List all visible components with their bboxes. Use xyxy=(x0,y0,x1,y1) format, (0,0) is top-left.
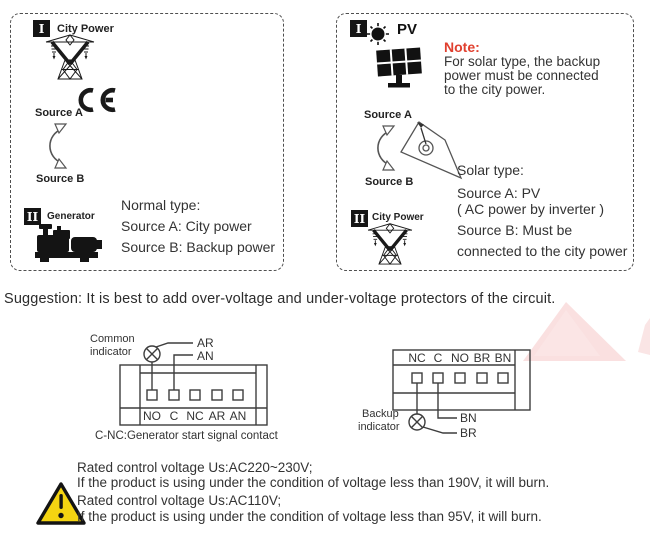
solar-type-line1: Source A: PV xyxy=(457,185,541,201)
warning-line-4: If the product is using under the condition of voltage less than 95V, it will burn. xyxy=(77,509,542,524)
solar-source-b-label: Source B xyxy=(365,176,414,188)
terminal-label: BN xyxy=(494,351,512,365)
solar-type-line2: ( AC power by inverter ) xyxy=(457,201,605,217)
pointer-knob-icon xyxy=(393,118,465,184)
backup-indicator-label-2: indicator xyxy=(358,421,400,433)
wire-label-bn: BN xyxy=(460,411,477,425)
terminal-label: NO xyxy=(451,351,469,365)
solar-type-title: Solar type: xyxy=(457,162,524,178)
warning-line-2: If the product is using under the condition of voltage less than 190V, it will burn. xyxy=(77,475,550,490)
solar-type-line3: Source B: Must be xyxy=(457,222,573,238)
solar-city-power-label: City Power xyxy=(372,212,424,223)
terminal-label: C xyxy=(433,351,443,365)
solar-type-line4: connected to the city power xyxy=(457,243,628,259)
terminal-label: NC xyxy=(408,351,426,365)
source2-badge: II xyxy=(24,208,41,225)
backup-indicator-label-1: Backup xyxy=(362,408,399,420)
terminal-label: C xyxy=(169,409,179,423)
normal-type-line2: Source B: Backup power xyxy=(121,239,276,255)
generator-label: Generator xyxy=(47,211,95,222)
wire-label-an: AN xyxy=(197,349,214,363)
terminal-label: AR xyxy=(208,409,226,423)
note-line2: power must be connected xyxy=(444,68,599,83)
source1-badge: I xyxy=(33,20,50,37)
wire-label-br: BR xyxy=(460,426,477,440)
note-line1: For solar type, the backup xyxy=(444,54,601,69)
terminal-label: NC xyxy=(186,409,204,423)
city-power-label: City Power xyxy=(57,23,114,35)
terminal-label: BR xyxy=(473,351,491,365)
suggestion-text: Suggestion: It is best to add over-voltage and under-voltage protectors of the circuit. xyxy=(4,291,556,307)
common-indicator-label-1: Common xyxy=(90,333,135,345)
terminal-label: NO xyxy=(143,409,161,423)
generator-signal-caption: C-NC:Generator start signal contact xyxy=(95,430,278,442)
note-title: Note: xyxy=(444,39,480,55)
normal-type-line1: Source A: City power xyxy=(121,218,252,234)
source-b-label: Source B xyxy=(36,173,85,185)
generator-icon xyxy=(33,223,105,263)
solar-source2-badge: II xyxy=(351,210,368,227)
transmission-tower-icon xyxy=(44,32,96,80)
wire-label-ar: AR xyxy=(197,336,214,350)
solar-source1-badge: I xyxy=(350,20,367,37)
swap-arrow-icon xyxy=(38,119,70,173)
terminal-label: AN xyxy=(229,409,247,423)
source-a-label: Source A xyxy=(35,107,83,119)
backup-indicator-diagram xyxy=(350,345,580,445)
normal-type-title: Normal type: xyxy=(121,197,201,213)
common-indicator-label-2: indicator xyxy=(90,346,132,358)
note-line3: to the city power. xyxy=(444,82,546,97)
warning-line-3: Rated control voltage Us:AC110V; xyxy=(77,493,282,508)
solar-source-a-label: Source A xyxy=(364,109,412,121)
warning-line-1: Rated control voltage Us:AC220~230V; xyxy=(77,460,313,475)
pv-label: PV xyxy=(397,21,418,38)
transmission-tower-icon-small xyxy=(366,221,414,265)
